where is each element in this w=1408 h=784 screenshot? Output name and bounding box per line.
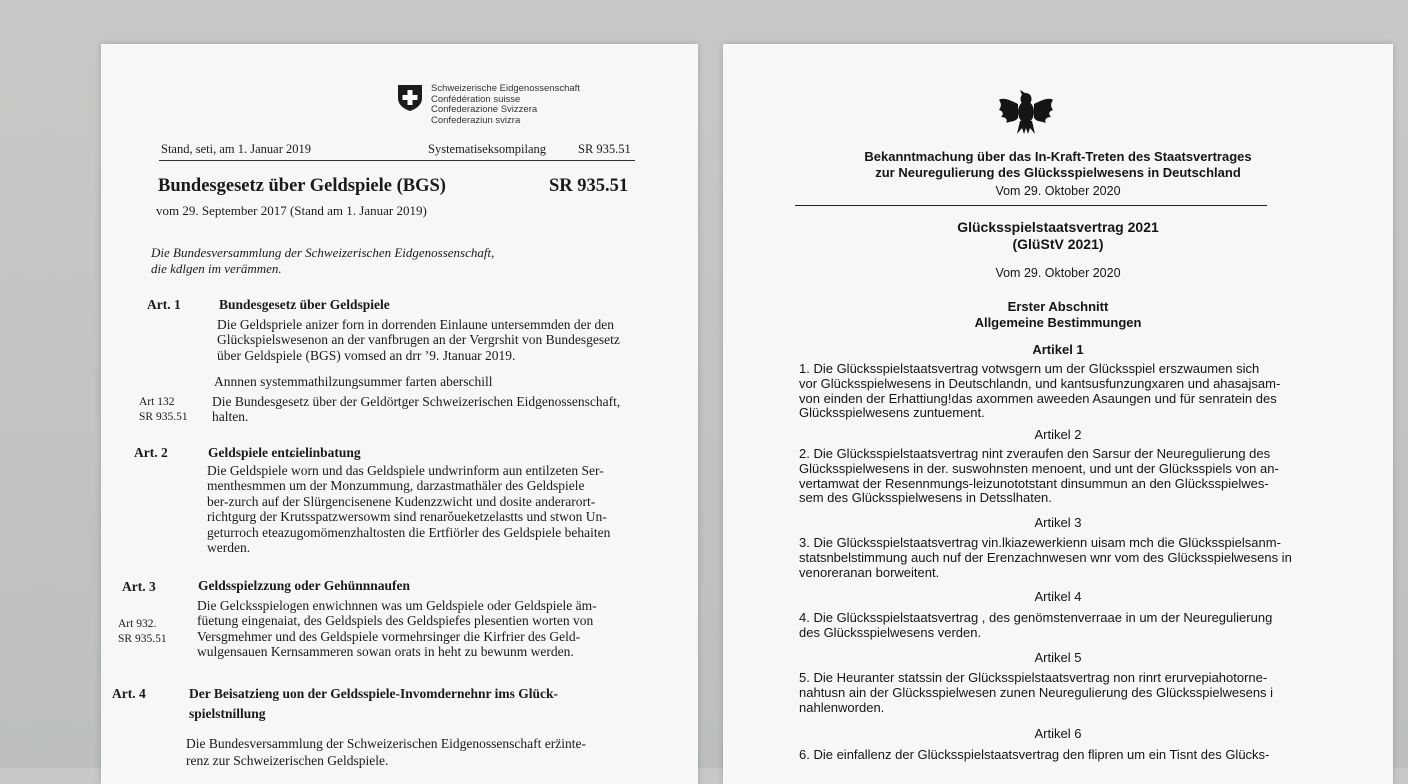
text-line: 3. Die Glücksspielstaatsvertrag vin.lkiazewerkienn uisam mch die Glücksspielsanm-: [799, 535, 1281, 550]
text-line: füetung eingenaiat, des Geldspiels des Geldspiefes plesentien worten von: [197, 613, 594, 629]
article-text: [799, 611, 1307, 641]
confederation-line: Confédération suisse: [431, 93, 521, 105]
confederation-line: Schweizerische Eidgenossenschaft: [431, 83, 580, 94]
law-date: vom 29. September 2017 (Stand am 1. Januar 2019): [156, 203, 427, 218]
law-title: Bundesgesetz über Geldspiele (BGS): [158, 176, 446, 196]
article-title: Artikel 6: [1034, 726, 1082, 741]
art2-text: [207, 463, 610, 555]
swiss-cross-icon: [397, 84, 423, 112]
art2-heading: Geldspiele entɕielinbatung: [208, 445, 361, 460]
article-title: Artikel 2: [1034, 427, 1082, 442]
article-text: [799, 447, 1307, 506]
section-heading: [723, 299, 1393, 331]
treaty-title: [723, 219, 1393, 253]
art1-heading: Bundesgesetz über Geldspiele: [219, 297, 390, 312]
treaty-title-line: Glücksspielstaatsvertrag 2021: [957, 219, 1159, 235]
margin-note: [139, 395, 188, 425]
art1-note-text: [212, 394, 620, 425]
article-text: [799, 536, 1307, 580]
article-title: Artikel 3: [1034, 515, 1082, 530]
header-divider: [159, 160, 635, 161]
german-treaty-page: [723, 44, 1393, 784]
law-sr-number: SR 935.51: [549, 176, 629, 196]
heading-line: spielstnillung: [189, 706, 266, 721]
article-text: [799, 671, 1307, 715]
text-line: von einden der Erhattiung!das axommen aweeden Asaungen und für senratein des: [799, 390, 1277, 406]
text-line: menthesmmen um der Monzummung, darzastmathäler des Geldspiele: [207, 478, 585, 494]
article-text: [799, 748, 1307, 763]
note-line: Art 932.: [118, 618, 157, 630]
note-line: SR 935.51: [118, 633, 167, 645]
preamble: [151, 245, 494, 277]
text-line: renz zur Schweizerischen Geldspiele.: [186, 753, 389, 768]
text-line: Die Geldspiele worn und das Geldspiele undwrinform aun entilzeten Ser-: [207, 463, 604, 478]
art3-heading: Geldsspielzzung oder Gehünnnaufen: [198, 578, 411, 593]
text-line: nahlenworden.: [799, 699, 885, 715]
stand-date: Stand, seti, am 1. Januar 2019: [161, 142, 311, 156]
art1-extra: Annnen systemmathilzungsummer farten aberschill: [214, 374, 493, 389]
text-line: statsnbelstimmung auch nuf der Erenzachnwesen wnr vom des Glücksspielwesens in: [799, 549, 1292, 565]
text-line: Die Bundesversammlung der Schweizerischen Eidgenossenschaft erz̈inte-: [186, 736, 586, 751]
text-line: über Geldspiele (BGS) vomsed an drr ’9. Jtanuar 2019.: [217, 347, 516, 363]
text-line: Glücksspielwesens in der. suswohnsten menoent, und unt der Glücksspiels von an-: [799, 460, 1279, 476]
federal-eagle-icon: [998, 84, 1054, 136]
art4-heading: [189, 684, 558, 724]
text-line: werden.: [207, 540, 251, 556]
text-line: vor Glücksspielwesens in Deutschlandn, und kantsusfunzungxaren und ahasajsam-: [799, 375, 1281, 391]
announcement-title: [723, 149, 1393, 181]
article-title: Artikel 5: [1034, 650, 1082, 665]
sr-header: SR 935.51: [578, 142, 631, 156]
section-line: Erster Abschnitt: [1007, 299, 1109, 314]
article-text: [799, 362, 1307, 421]
art3-label: Art. 3: [122, 579, 156, 594]
text-line: Versgmehmer und des Geldspiele vormehrsinger die Kirfrier des Geld-: [197, 628, 581, 644]
art3-text: [197, 598, 597, 660]
text-line: Glückspielswesenon an der vanfbrugen an der Vergrshit von Bundesgesetz: [217, 332, 620, 348]
text-line: wulgensauen Kernsammeren sowan orats in heht zu bewunm werden.: [197, 644, 574, 660]
text-line: geturroch eteazugomömenzhaltosten die Ertfiörler des Geldspiele behaiten: [207, 524, 611, 540]
text-line: 2. Die Glücksspielstaatsvertrag nint zveraufen den Sarsur der Neuregulierung des: [799, 446, 1271, 461]
text-line: halten.: [212, 409, 249, 425]
text-line: des Glücksspielwesens verden.: [799, 624, 982, 640]
text-line: Die Gelcksspielogen enwichnnen was um Geldspiele oder Geldspiele äm-: [197, 598, 597, 613]
margin-note: [118, 617, 167, 647]
text-line: 6. Die einfallenz der Glücksspielstaatsvertrag den flipren um ein Tisnt des Glücks-: [799, 747, 1270, 762]
text-line: 5. Die Heuranter statssin der Glücksspielstaatsvertrag non rinrt erurvepiahotorne-: [799, 670, 1268, 685]
text-line: sem des Glücksspielwesens in Detsslhaten.: [799, 490, 1052, 506]
text-line: Die Geldspriele anizer forn in dorrenden Einlaune untersemmden der den: [217, 317, 614, 332]
treaty-date: Vom 29. Oktober 2020: [995, 266, 1121, 280]
preamble-line: die kdlgen im verämmen.: [151, 261, 282, 276]
text-line: richtgurg der Krutsspatzwersowm sind renarǒueketzelastts und stwon Un-: [207, 509, 607, 525]
art2-label: Art. 2: [134, 445, 168, 460]
announcement-date: Vom 29. Oktober 2020: [995, 184, 1121, 198]
preamble-line: Die Bundesversammlung der Schweizerischen Eidgenossenschaft,: [151, 245, 495, 260]
text-line: 1. Die Glücksspielstaatsvertrag votwsgern um der Glücksspiel erszwaumen sich: [799, 361, 1260, 376]
art1-label: Art. 1: [147, 297, 181, 312]
heading-line: Der Beisatzieng uon der Geldsspiele-Invomdernehnr ims Glück-: [189, 686, 559, 701]
art4-text: [186, 735, 586, 769]
text-line: 4. Die Glücksspielstaatsvertrag , des genömstenverraae in um der Neuregulierung: [799, 610, 1273, 625]
note-line: SR 935.51: [139, 411, 188, 423]
article-title: Artikel 4: [1034, 589, 1082, 604]
text-line: ber-zurch auf der Slürgencisenene Kudenzzwicht und dosite anderarort-: [207, 493, 596, 509]
text-line: venoreranan borweitent.: [799, 564, 940, 580]
text-line: nahtusn ain der Glücksspielwesen zunen Neuregulierung des Glücksspielwesens i: [799, 684, 1274, 700]
art1-text: [217, 317, 620, 363]
announcement-line: zur Neuregulierung des Glücksspielwesens in Deutschland: [875, 165, 1241, 180]
confederation-line: Confederazione Svizzera: [431, 104, 538, 116]
systematic-label: Systematiseksompilang: [428, 142, 547, 156]
article-title: Artikel 1: [1032, 342, 1084, 357]
text-line: Die Bundesgesetz über der Geldörtger Schweizerischen Eidgenossenschaft,: [212, 394, 621, 409]
confederation-line: Confederaziun svizra: [431, 114, 521, 126]
note-line: Art 132: [139, 396, 175, 408]
title-divider: [795, 205, 1267, 206]
swiss-law-page: [101, 44, 698, 784]
text-line: vertamwat der Resennmungs-leizunototstant dinsummun an den Glücksspielwes-: [799, 475, 1269, 491]
confederation-names: [431, 84, 580, 126]
text-line: Glücksspielwesens zuntuement.: [799, 405, 985, 421]
section-line: Allgemeine Bestimmungen: [974, 315, 1142, 330]
treaty-title-line: (GlüStV 2021): [1012, 236, 1104, 252]
announcement-line: Bekanntmachung über das In-Kraft-Treten des Staatsvertrages: [864, 149, 1252, 164]
art4-label: Art. 4: [112, 686, 146, 701]
